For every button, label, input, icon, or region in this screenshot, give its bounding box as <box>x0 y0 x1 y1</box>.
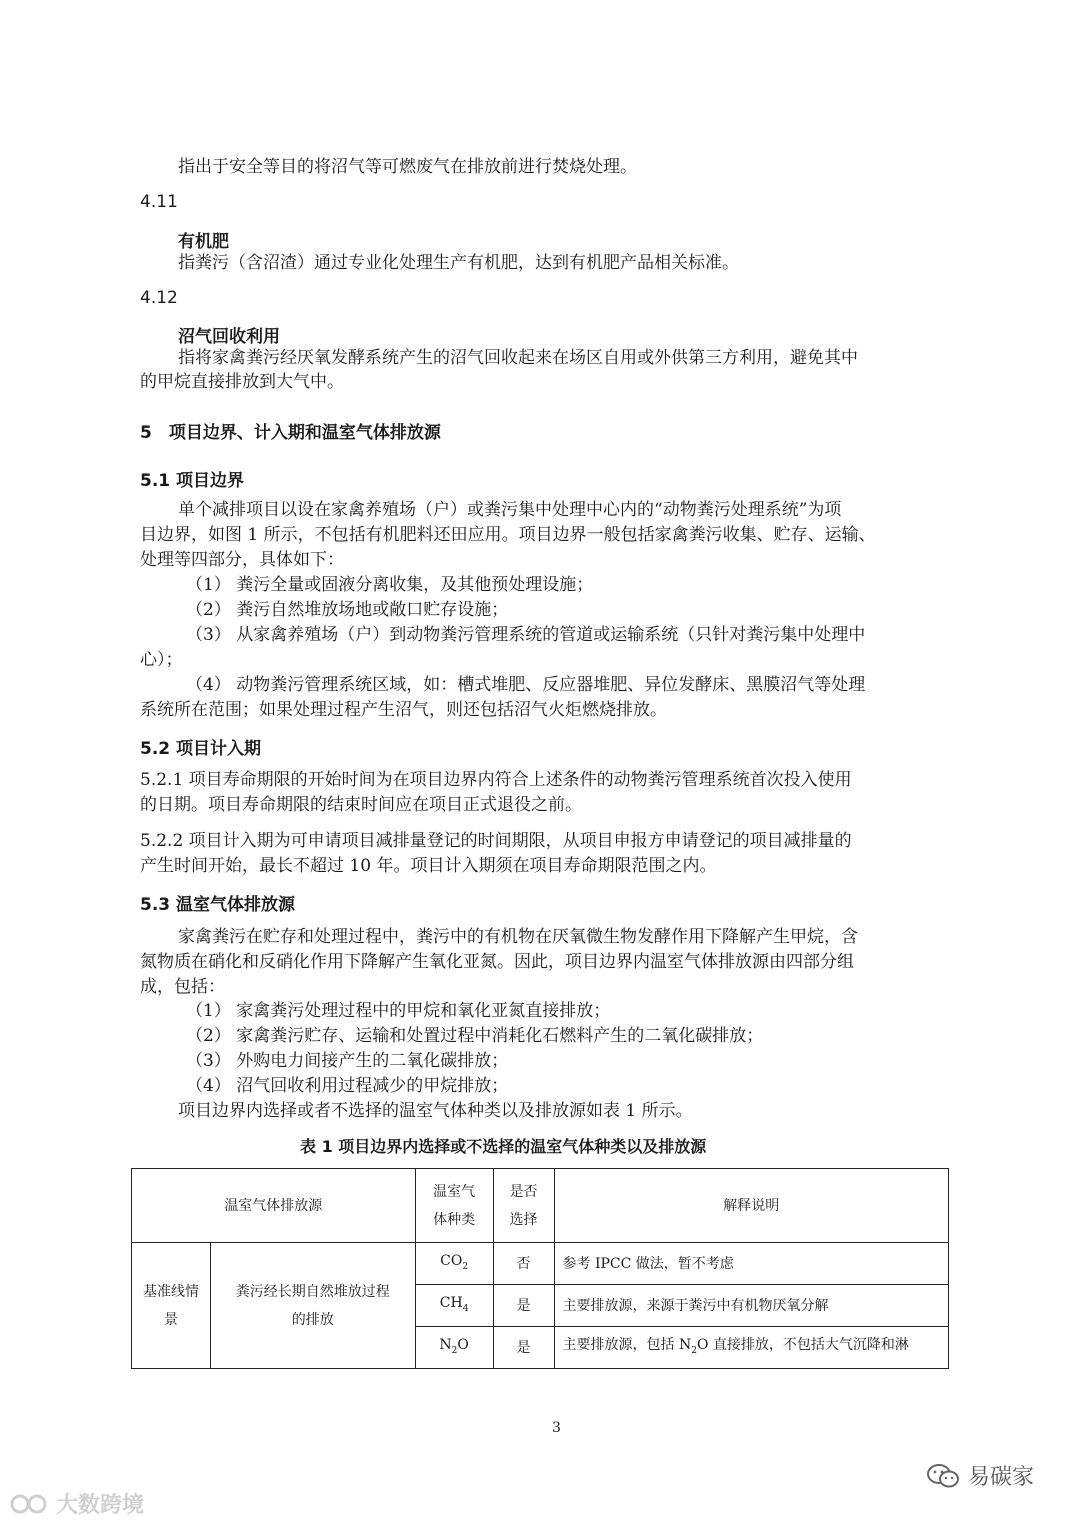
text-line: 项目边界内选择或者不选择的温室气体种类以及排放源如表 1 所示。 <box>178 1101 693 1121</box>
header-gas: 温室气 体种类 <box>415 1169 493 1243</box>
watermark-right-text: 易碳家 <box>968 1465 1035 1490</box>
list-item: （1） 家禽粪污处理过程中的甲烷和氧化亚氮直接排放； <box>186 1001 611 1021</box>
watermark-right <box>926 1460 1034 1491</box>
explanation-cell: 主要排放源，包括 $N_2O$ 直接排放，不包括大气沉降和淋 <box>554 1327 949 1369</box>
page-number: 3 <box>552 1420 561 1436</box>
term-title: 沼气回收利用 <box>178 327 280 347</box>
text-line: 家禽粪污在贮存和处理过程中，粪污中的有机物在厌氧微生物发酵作用下降解产生甲烷，含 <box>178 927 858 947</box>
section-heading: 5.3 温室气体排放源 <box>140 895 296 915</box>
section-heading: 5.1 项目边界 <box>140 471 245 491</box>
table-caption: 表 1 项目边界内选择或不选择的温室气体种类以及排放源 <box>300 1137 707 1156</box>
selected-cell: 是 <box>493 1285 554 1327</box>
scenario-cell: 基准线情 景 <box>132 1243 211 1369</box>
section-heading: 5.2 项目计入期 <box>140 739 262 759</box>
explanation-cell: 主要排放源，来源于粪污中有机物厌氧分解 <box>554 1285 949 1327</box>
gas-cell: $N_2O$ <box>415 1327 493 1369</box>
section-number: 4.11 <box>140 192 178 212</box>
watermark-left-text: 大数跨境 <box>56 1493 145 1518</box>
text-line: 系统所在范围；如果处理过程产生沼气，则还包括沼气火炬燃烧排放。 <box>140 700 667 720</box>
header-explanation: 解释说明 <box>554 1169 949 1243</box>
list-item: （2） 粪污自然堆放场地或敞口贮存设施； <box>186 600 509 620</box>
wechat-icon <box>926 1462 960 1490</box>
selected-cell: 是 <box>493 1327 554 1369</box>
text-line: 的甲烷直接排放到大气中。 <box>140 372 344 392</box>
list-item: （1） 粪污全量或固液分离收集，及其他预处理设施； <box>186 575 594 595</box>
table-header-row <box>132 1169 949 1243</box>
list-item: （3） 从家禽养殖场（户）到动物粪污管理系统的管道或运输系统（只针对粪污集中处理中 <box>186 625 866 645</box>
list-item: （2） 家禽粪污贮存、运输和处置过程中消耗化石燃料产生的二氧化碳排放； <box>186 1026 764 1046</box>
text-line: 心）； <box>140 650 183 670</box>
text-line: 的日期。项目寿命期限的结束时间应在项目正式退役之前。 <box>140 795 582 815</box>
text-line: 单个减排项目以设在家禽养殖场（户）或粪污集中处理中心内的“动物粪污处理系统”为项 <box>178 500 842 520</box>
list-item: （3） 外购电力间接产生的二氧化碳排放； <box>186 1051 509 1071</box>
text-line: 5.2.2 项目计入期为可申请项目减排量登记的时间期限，从项目申报方申请登记的项目减排量的 <box>140 831 852 851</box>
text-line: 指将家禽粪污经厌氧发酵系统产生的沼气回收起来在场区自用或外供第三方利用，避免其中 <box>178 348 858 368</box>
text-line: 指出于安全等目的将沼气等可燃废气在排放前进行焚烧处理。 <box>178 157 637 177</box>
text-line: 产生时间开始，最长不超过 10 年。项目计入期须在项目寿命期限范围之内。 <box>140 856 717 876</box>
list-item: （4） 动物粪污管理系统区域，如：槽式堆肥、反应器堆肥、异位发酵床、黑膜沼气等处理 <box>186 675 866 695</box>
table-row <box>132 1243 949 1285</box>
list-item: （4） 沼气回收利用过程减少的甲烷排放； <box>186 1076 509 1096</box>
text-line: 成，包括： <box>140 977 225 997</box>
watermark-logo-icon <box>10 1491 50 1517</box>
chapter-heading: 5 项目边界、计入期和温室气体排放源 <box>140 423 441 443</box>
text-line: 目边界，如图 1 所示，不包括有机肥料还田应用。项目边界一般包括家禽粪污收集、贮存、运输、 <box>140 525 876 545</box>
emission-source-table <box>131 1168 949 1369</box>
text-line: 处理等四部分，具体如下： <box>140 550 344 570</box>
explanation-cell: 参考 IPCC 做法，暂不考虑 <box>554 1243 949 1285</box>
watermark-left <box>10 1488 144 1519</box>
text-line: 指粪污（含沼渣）通过专业化处理生产有机肥，达到有机肥产品相关标准。 <box>178 253 739 273</box>
selected-cell: 否 <box>493 1243 554 1285</box>
section-number: 4.12 <box>140 288 178 308</box>
term-title: 有机肥 <box>178 232 229 252</box>
header-source: 温室气体排放源 <box>132 1169 416 1243</box>
text-line: 氮物质在硝化和反硝化作用下降解产生氧化亚氮。因此，项目边界内温室气体排放源由四部分组 <box>140 952 854 972</box>
header-selected: 是否 选择 <box>493 1169 554 1243</box>
process-cell: 粪污经长期自然堆放过程 的排放 <box>210 1243 415 1369</box>
gas-cell: $CO_2$ <box>415 1243 493 1285</box>
gas-cell: $CH_4$ <box>415 1285 493 1327</box>
text-line: 5.2.1 项目寿命期限的开始时间为在项目边界内符合上述条件的动物粪污管理系统首次投入使用 <box>140 770 852 790</box>
